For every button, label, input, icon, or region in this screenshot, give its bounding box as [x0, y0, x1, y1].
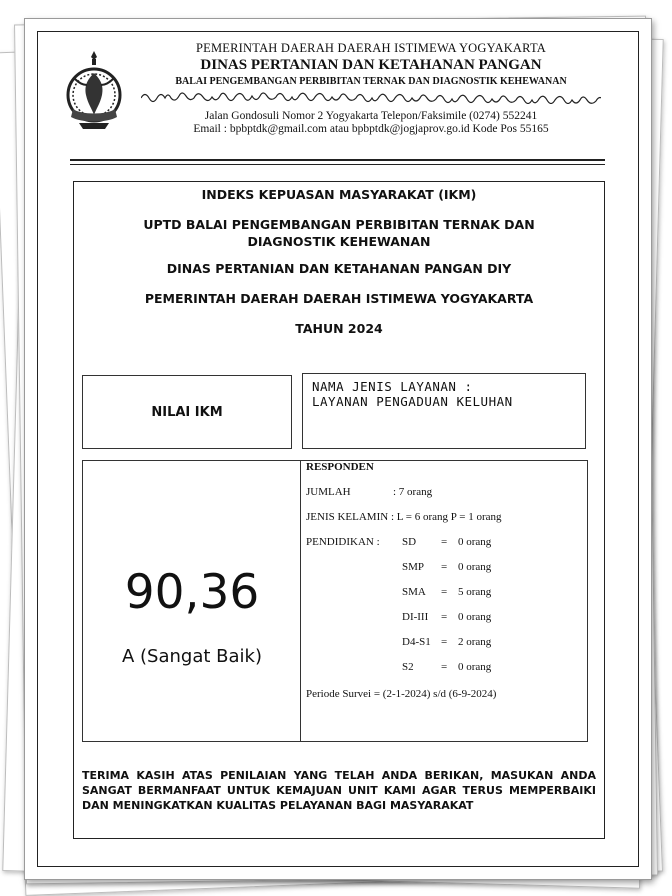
ikm-tahun: TAHUN 2024	[295, 321, 383, 336]
pendidikan-level: DI-III	[402, 611, 429, 623]
pendidikan-value: 0 orang	[458, 561, 492, 573]
letterhead-rule	[70, 159, 605, 161]
ikm-title: INDEKS KEPUASAN MASYARAKAT (IKM)	[201, 187, 477, 202]
ikm-card	[73, 181, 605, 839]
jenis-layanan-box	[302, 373, 586, 449]
pendidikan-level: SMP	[402, 561, 425, 573]
document-page	[24, 18, 652, 880]
pendidikan-label: PENDIDIKAN :	[306, 536, 380, 548]
ikm-dinas: DINAS PERTANIAN DAN KETAHANAN PANGAN DIY	[166, 261, 512, 276]
periode-survei: Periode Survei = (2-1-2024) s/d (6-9-2024)	[306, 688, 497, 700]
jenis-layanan-label: NAMA JENIS LAYANAN :	[312, 379, 473, 394]
footer-message: TERIMA KASIH ATAS PENILAIAN YANG TELAH ANDA BERIKAN, MASUKAN ANDA SANGAT BERMANFAAT UNTUK KEMAJUAN UNIT KAMI AGAR TERUS MEMPERBAIKI DAN MENINGKATKAN KUALITAS PELAYANAN BAGI MASYARAKAT	[82, 769, 596, 812]
dinas-emblem-icon	[65, 49, 123, 131]
responden-header: RESPONDEN	[306, 461, 374, 473]
pendidikan-value: 5 orang	[458, 586, 492, 598]
letterhead-line1: PEMERINTAH DAERAH DAERAH ISTIMEWA YOGYAKARTA	[195, 41, 547, 55]
jumlah-value: : 7 orang	[393, 486, 433, 498]
pendidikan-level: SD	[402, 536, 417, 548]
pendidikan-value: 0 orang	[458, 536, 492, 548]
letterhead-line2: DINAS PERTANIAN DAN KETAHANAN PANGAN	[200, 57, 542, 73]
jenis-kelamin-row: JENIS KELAMIN : L = 6 orang P = 1 orang	[306, 511, 502, 523]
javanese-script-image	[141, 90, 601, 104]
pendidikan-level: S2	[402, 661, 414, 673]
letterhead-rule-thin	[70, 164, 605, 165]
nilai-ikm-label: NILAI IKM	[82, 375, 292, 449]
pendidikan-level: SMA	[402, 586, 426, 598]
ikm-unit: UPTD BALAI PENGEMBANGAN PERBIBITAN TERNAK DAN DIAGNOSTIK KEHEWANAN	[143, 217, 535, 249]
letterhead-address: Jalan Gondosuli Nomor 2 Yogyakarta Telepon/Faksimile (0274) 552241	[204, 110, 538, 122]
pendidikan-value: 0 orang	[458, 611, 492, 623]
ikm-score: 90,36	[124, 565, 260, 620]
jumlah-row	[306, 486, 433, 498]
pendidikan-value: 0 orang	[458, 661, 492, 673]
ikm-grade: A (Sangat Baik)	[122, 646, 262, 667]
responden-box: RESPONDEN JUMLAH : 7 orang JENIS KELAMIN : L = 6 orang P = 1 orang PENDIDIKAN : SD = 0 orang SMP = 0 orang SMA = 5 orang DI-III = 0 orang D4-S1 = 2 orang S2 = 0 orang Periode Survei = (2-1-2024) s/d (6-9-2024)	[300, 460, 588, 742]
ikm-headings	[74, 186, 604, 350]
jumlah-label: JUMLAH	[306, 486, 351, 498]
letterhead	[133, 41, 609, 135]
letterhead-line3: BALAI PENGEMBANGAN PERBIBITAN TERNAK DAN DIAGNOSTIK KEHEWANAN	[175, 76, 567, 87]
jenis-layanan-value: LAYANAN PENGADUAN KELUHAN	[312, 394, 513, 409]
ikm-pemda: PEMERINTAH DAERAH DAERAH ISTIMEWA YOGYAKARTA	[144, 291, 534, 306]
letterhead-email: Email : bpbptdk@gmail.com atau bpbptdk@jogjaprov.go.id Kode Pos 55165	[193, 123, 549, 135]
score-box	[82, 460, 301, 742]
pendidikan-value: 2 orang	[458, 636, 492, 648]
pendidikan-level: D4-S1	[402, 636, 431, 648]
